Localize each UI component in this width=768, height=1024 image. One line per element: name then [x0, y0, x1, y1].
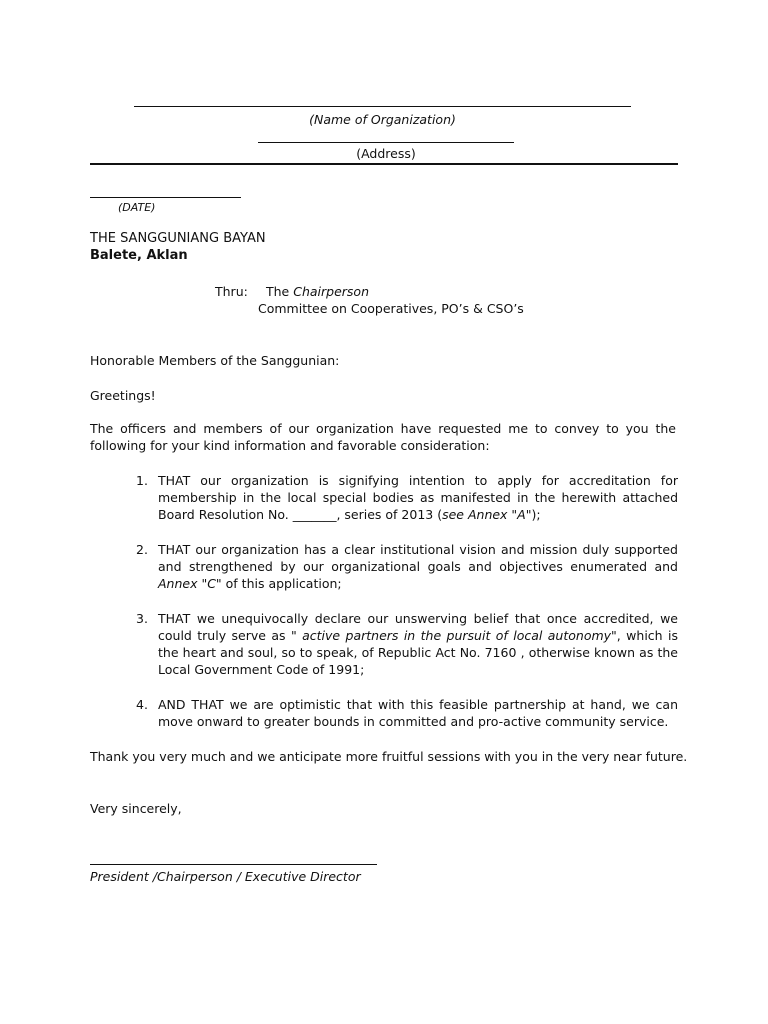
salutation: Honorable Members of the Sanggunian: [90, 353, 340, 368]
list-item-text: AND THAT we are optimistic that with this feasible partnership at hand, we can move onward to greater bounds in committed and pro-active community service. [158, 697, 678, 729]
org-name-blank-line [134, 106, 631, 107]
thru-chairperson: Chairperson [293, 284, 370, 299]
list-item-number: 3. [136, 611, 148, 626]
date-blank-line [90, 197, 241, 198]
list-item-number: 1. [136, 473, 148, 488]
address-label: (Address) [356, 146, 416, 161]
address-blank-line [258, 142, 514, 143]
addressee-line-2: Balete, Aklan [90, 248, 188, 263]
greeting: Greetings! [90, 388, 156, 403]
valediction: Very sincerely, [90, 801, 182, 816]
org-name-label: (Name of Organization) [309, 112, 456, 127]
thru-the: The [266, 284, 290, 299]
list-item-text: THAT we unequivocally declare our unswerving belief that once accredited, we could truly serve as " active partners in the pursuit of local autonomy", which is the heart and soul, so to speak, of Republic Act No. 7160 , otherwise known as the Local Government Code of 1991; [158, 611, 678, 677]
signature-line [90, 864, 377, 865]
list-item-number: 2. [136, 542, 148, 557]
closing-line: Thank you very much and we anticipate more fruitful sessions with you in the very near future. [90, 749, 688, 764]
thru-committee: Committee on Cooperatives, PO’s & CSO’s [258, 301, 524, 316]
signatory-title: President /Chairperson / Executive Director [90, 869, 361, 884]
date-label: (DATE) [118, 201, 156, 214]
letterhead-divider [90, 163, 678, 165]
addressee-line-1: THE SANGGUNIANG BAYAN [90, 231, 266, 246]
intro-paragraph: The officers and members of our organization have requested me to convey to you the following for your kind information and favorable consideration: [90, 421, 676, 453]
list-item-number: 4. [136, 697, 148, 712]
list-item-text: THAT our organization is signifying intention to apply for accreditation for membership in the local special bodies as manifested in the herewith attached Board Resolution No. _______, series of 2013 (see Annex "A"); [158, 473, 678, 522]
thru-recipient [266, 283, 369, 300]
thru-label: Thru: [215, 284, 248, 299]
list-item-text: THAT our organization has a clear institutional vision and mission duly supported and strengthened by our organizational goals and objectives enumerated and Annex "C" of this application; [158, 542, 678, 591]
